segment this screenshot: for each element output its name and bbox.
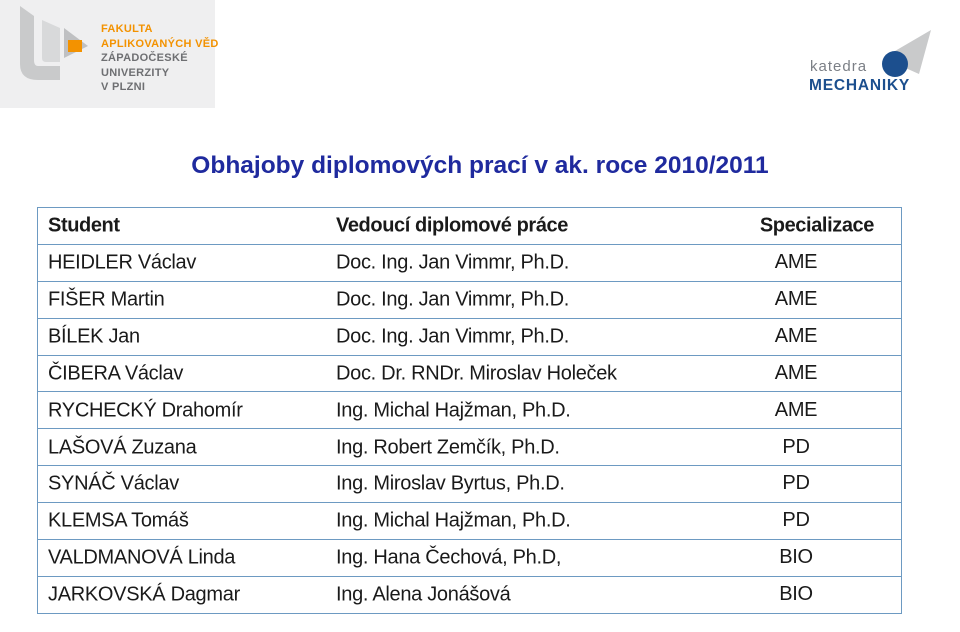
student-name: HEIDLER Václav (48, 251, 197, 274)
supervisor-name: Doc. Dr. RNDr. Miroslav Holeček (336, 362, 617, 385)
table-row (37, 502, 902, 540)
specialization-value: BIO (779, 546, 813, 569)
table-row (37, 281, 902, 319)
student-name: ČIBERA Václav (48, 362, 184, 385)
student-name: KLEMSA Tomáš (48, 509, 189, 532)
column-header-student: Student (48, 214, 120, 237)
student-name: VALDMANOVÁ Linda (48, 546, 236, 569)
specialization-value: AME (774, 251, 818, 274)
student-name: LAŠOVÁ Zuzana (48, 436, 197, 459)
table-row (37, 318, 902, 356)
table-row (37, 244, 902, 282)
faculty-logo (0, 0, 219, 108)
table-row (37, 355, 902, 393)
faculty-line: APLIKOVANÝCH VĚD (101, 37, 219, 50)
department-logo (805, 28, 940, 98)
table-row (37, 428, 902, 466)
table-row (37, 539, 902, 577)
supervisor-name: Ing. Michal Hajžman, Ph.D. (336, 509, 571, 532)
student-name: FIŠER Martin (48, 288, 165, 311)
supervisor-name: Ing. Miroslav Byrtus, Ph.D. (336, 472, 565, 495)
page-title: Obhajoby diplomových prací v ak. roce 2010/2011 (191, 152, 769, 179)
student-name: SYNÁČ Václav (48, 472, 179, 495)
student-name: JARKOVSKÁ Dagmar (48, 583, 240, 606)
supervisor-name: Ing. Robert Zemčík, Ph.D. (336, 436, 560, 459)
faculty-line: UNIVERZITY (101, 66, 170, 79)
specialization-value: BIO (779, 583, 813, 606)
faculty-line: ZÁPADOČESKÉ (101, 52, 188, 65)
university-mark-icon (20, 6, 98, 88)
student-name: RYCHECKÝ Drahomír (48, 399, 243, 422)
specialization-value: PD (782, 435, 810, 458)
specialization-value: AME (774, 361, 818, 384)
supervisor-name: Ing. Michal Hajžman, Ph.D. (336, 399, 571, 422)
supervisor-name: Ing. Hana Čechová, Ph.D, (336, 546, 562, 569)
department-name: MECHANIKY (809, 77, 911, 94)
supervisor-name: Ing. Alena Jonášová (336, 583, 511, 606)
faculty-name (101, 22, 219, 95)
column-header-supervisor: Vedoucí diplomové práce (336, 214, 568, 237)
student-name: BÍLEK Jan (48, 325, 140, 348)
specialization-value: AME (774, 324, 818, 347)
table-row (37, 465, 902, 503)
specialization-value: AME (774, 398, 818, 421)
specialization-value: PD (782, 472, 810, 495)
supervisor-name: Doc. Ing. Jan Vimmr, Ph.D. (336, 288, 570, 311)
supervisor-name: Doc. Ing. Jan Vimmr, Ph.D. (336, 251, 570, 274)
table-row (37, 391, 902, 429)
specialization-value: AME (774, 287, 818, 310)
column-header-specialization: Specializace (759, 214, 874, 237)
defense-table (37, 207, 902, 613)
table-row (37, 576, 902, 614)
specialization-value: PD (782, 509, 810, 532)
department-label: katedra (810, 58, 868, 75)
mechanics-emblem-icon (875, 28, 937, 84)
faculty-line: V PLZNI (101, 81, 146, 94)
supervisor-name: Doc. Ing. Jan Vimmr, Ph.D. (336, 325, 570, 348)
faculty-line: FAKULTA (101, 23, 153, 35)
table-header-row (37, 207, 902, 245)
